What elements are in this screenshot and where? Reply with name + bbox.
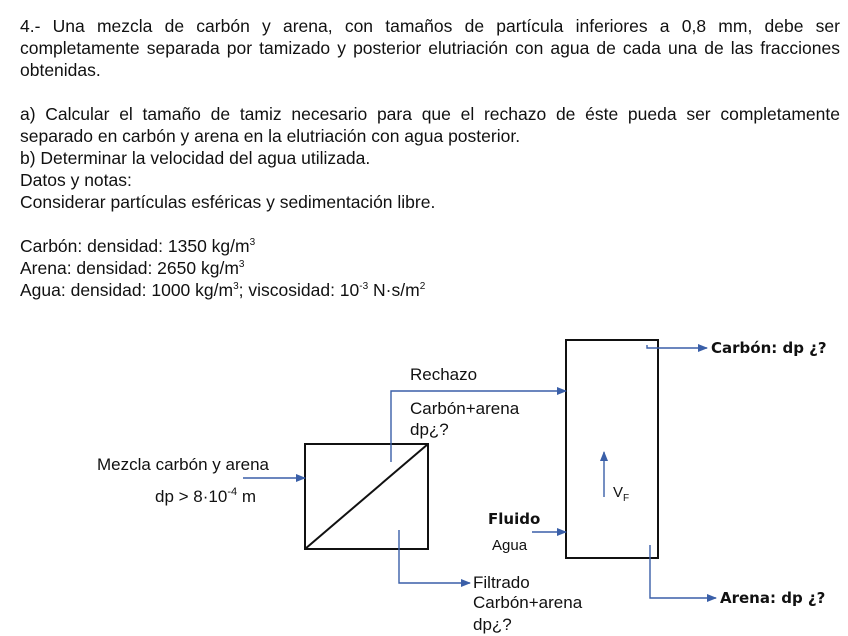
rechazo-dp: dp¿? [410, 420, 449, 439]
elutriator-column [566, 340, 658, 558]
carbon-density-label: Carbón: densidad: 1350 kg/m [20, 236, 250, 256]
agua-viscosity-exp: -3 [359, 281, 369, 292]
filtrado-dp: dp¿? [473, 615, 512, 634]
arena-output-label: Arena: dp ¿? [720, 589, 826, 607]
velocity-symbol: V [613, 484, 624, 501]
agua-viscosity-unit-exp: 2 [419, 281, 426, 292]
carbon-density-exp: 3 [249, 237, 256, 248]
arena-density-exp: 3 [238, 259, 245, 270]
agua-density-exp: 3 [233, 281, 239, 292]
agua-density-label: Agua: densidad: 1000 kg/m [20, 280, 234, 300]
feed-size [155, 486, 256, 506]
rechazo-composition: Carbón+arena [410, 399, 520, 418]
problem-intro: 4.- Una mezcla de carbón y arena, con tamaños de partícula inferiores a 0,8 mm, debe ser completamente separada por tamizado y posterior elutriación con agua de cada una de las fracciones obtenidas. [20, 16, 840, 80]
fluido-label: Fluido [488, 510, 541, 528]
carbon-out-arrow [647, 345, 707, 348]
arena-density-label: Arena: densidad: 2650 kg/m [20, 258, 239, 278]
feed-size-unit: m [237, 487, 256, 506]
arena-out-arrow [650, 545, 716, 598]
notes-title: Datos y notas: [20, 170, 132, 190]
filtrado-arrow [399, 530, 470, 583]
carbon-output-label: Carbón: dp ¿? [711, 339, 827, 357]
feed-label: Mezcla carbón y arena [97, 455, 269, 474]
filtrado-composition: Carbón+arena [473, 593, 583, 612]
rechazo-label: Rechazo [410, 365, 478, 384]
feed-size-exp: -4 [227, 486, 238, 498]
velocity-subscript: F [623, 493, 630, 504]
agua-viscosity-label: ; viscosidad: 10 [238, 280, 360, 300]
velocity-label [613, 484, 629, 504]
agua-label: Agua [492, 537, 528, 554]
part-b: b) Determinar la velocidad del agua utilizada. [20, 148, 371, 168]
part-a: a) Calcular el tamaño de tamiz necesario para que el rechazo de éste pueda ser completamente separado en carbón y arena en la elutriación con agua posterior. [20, 104, 840, 146]
notes-text: Considerar partículas esféricas y sedimentación libre. [20, 192, 436, 212]
filtrado-label: Filtrado [473, 573, 530, 592]
agua-viscosity-unit: N·s/m [368, 280, 420, 300]
feed-size-prefix: dp > 8·10 [155, 487, 228, 506]
sieve-diagonal [305, 444, 428, 549]
